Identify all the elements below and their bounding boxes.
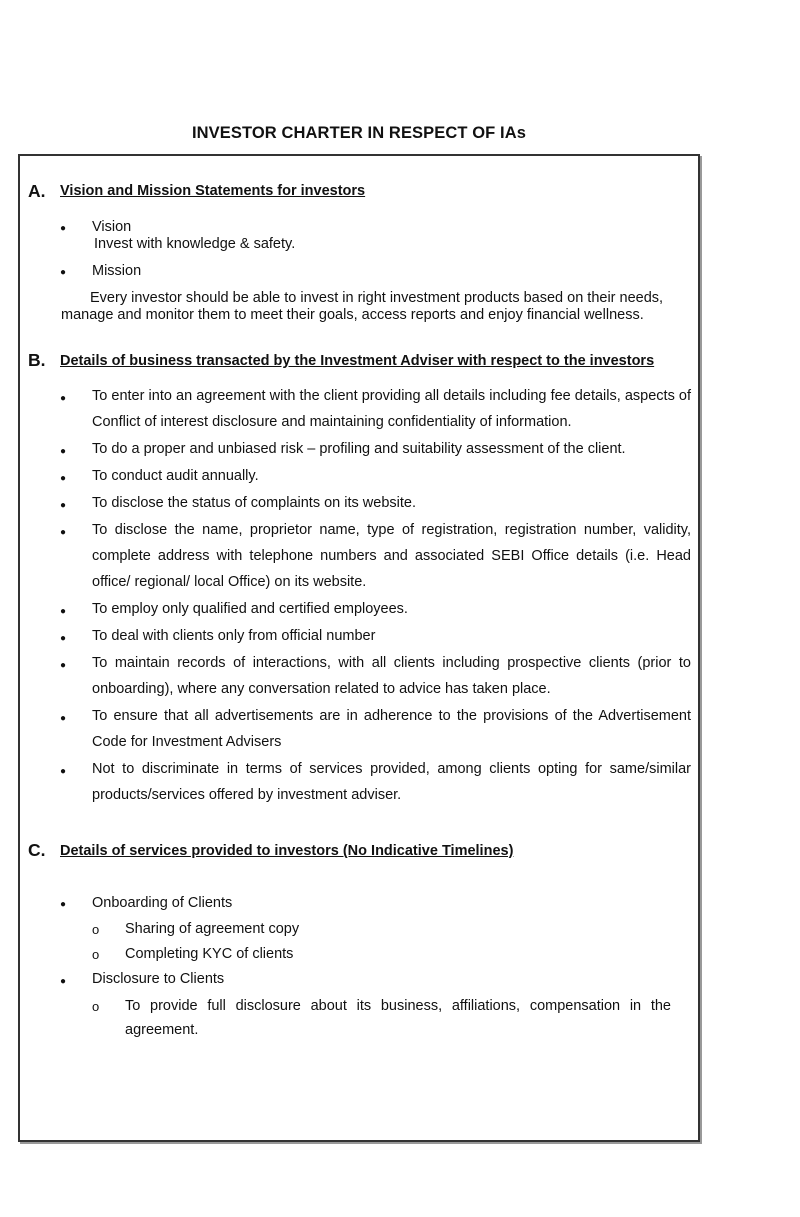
circle-bullet-icon: o (92, 922, 100, 937)
bullet-icon: ● (60, 473, 67, 484)
bullet-icon: ● (60, 899, 67, 910)
section-b-heading: Details of business transacted by the Investment Adviser with respect to the investors (60, 353, 655, 369)
business-item: To conduct audit annually. (92, 468, 259, 484)
business-item: Not to discriminate in terms of services provided, among clients opting for same/similar products/services offered by investment adviser. (92, 761, 691, 803)
disclosure-label: Disclosure to Clients (92, 971, 225, 987)
bullet-icon: ● (60, 223, 67, 234)
section-c-heading: Details of services provided to investors (No Indicative Timelines) (60, 843, 514, 859)
disclosure-sub-item: To provide full disclosure about its business, affiliations, compensation in the agreement. (125, 998, 671, 1038)
business-item: To enter into an agreement with the client providing all details including fee details, aspects of Conflict of interest disclosure and maintaining confidentiality of information. (92, 388, 691, 430)
bullet-icon: ● (60, 976, 67, 987)
circle-bullet-icon: o (92, 947, 100, 962)
business-item: To maintain records of interactions, with all clients including prospective clients (prior to onboarding), where any conversation related to advice has taken place. (92, 655, 691, 697)
bullet-icon: ● (60, 393, 67, 404)
business-item: To deal with clients only from official number (92, 628, 376, 644)
bullet-icon: ● (60, 606, 67, 617)
onboarding-sub-item: Completing KYC of clients (125, 946, 294, 962)
bullet-icon: ● (60, 500, 67, 511)
business-item: To do a proper and unbiased risk – profiling and suitability assessment of the client. (92, 441, 626, 457)
mission-label: Mission (92, 263, 142, 279)
vision-label: Vision (92, 219, 132, 235)
mission-text-line-2: manage and monitor them to meet their goals, access reports and enjoy financial wellness. (61, 307, 644, 323)
section-a-heading: Vision and Mission Statements for investors (60, 183, 366, 199)
circle-bullet-icon: o (92, 999, 100, 1014)
section-a-letter: A. (28, 181, 46, 201)
business-item: To employ only qualified and certified employees. (92, 601, 408, 617)
bullet-icon: ● (60, 713, 67, 724)
section-b-letter: B. (28, 350, 46, 370)
vision-text: Invest with knowledge & safety. (94, 236, 296, 252)
onboarding-sub-item: Sharing of agreement copy (125, 921, 300, 937)
bullet-icon: ● (60, 660, 67, 671)
bullet-icon: ● (60, 527, 67, 538)
business-item: To disclose the name, proprietor name, type of registration, registration number, validity, complete address with telephone numbers and associated SEBI Office details (i.e. Head office/ regional/ local Office) on its website. (92, 522, 691, 590)
onboarding-label: Onboarding of Clients (92, 895, 233, 911)
business-item: To ensure that all advertisements are in adherence to the provisions of the Advertisement Code for Investment Advisers (92, 708, 691, 750)
page-title: INVESTOR CHARTER IN RESPECT OF IAs (191, 124, 527, 142)
section-c-letter: C. (28, 840, 46, 860)
bullet-icon: ● (60, 633, 67, 644)
business-item: To disclose the status of complaints on its website. (92, 495, 416, 511)
mission-text-line-1: Every investor should be able to invest in right investment products based on their needs, (90, 290, 664, 306)
bullet-icon: ● (60, 267, 67, 278)
bullet-icon: ● (60, 446, 67, 457)
bullet-icon: ● (60, 766, 67, 777)
